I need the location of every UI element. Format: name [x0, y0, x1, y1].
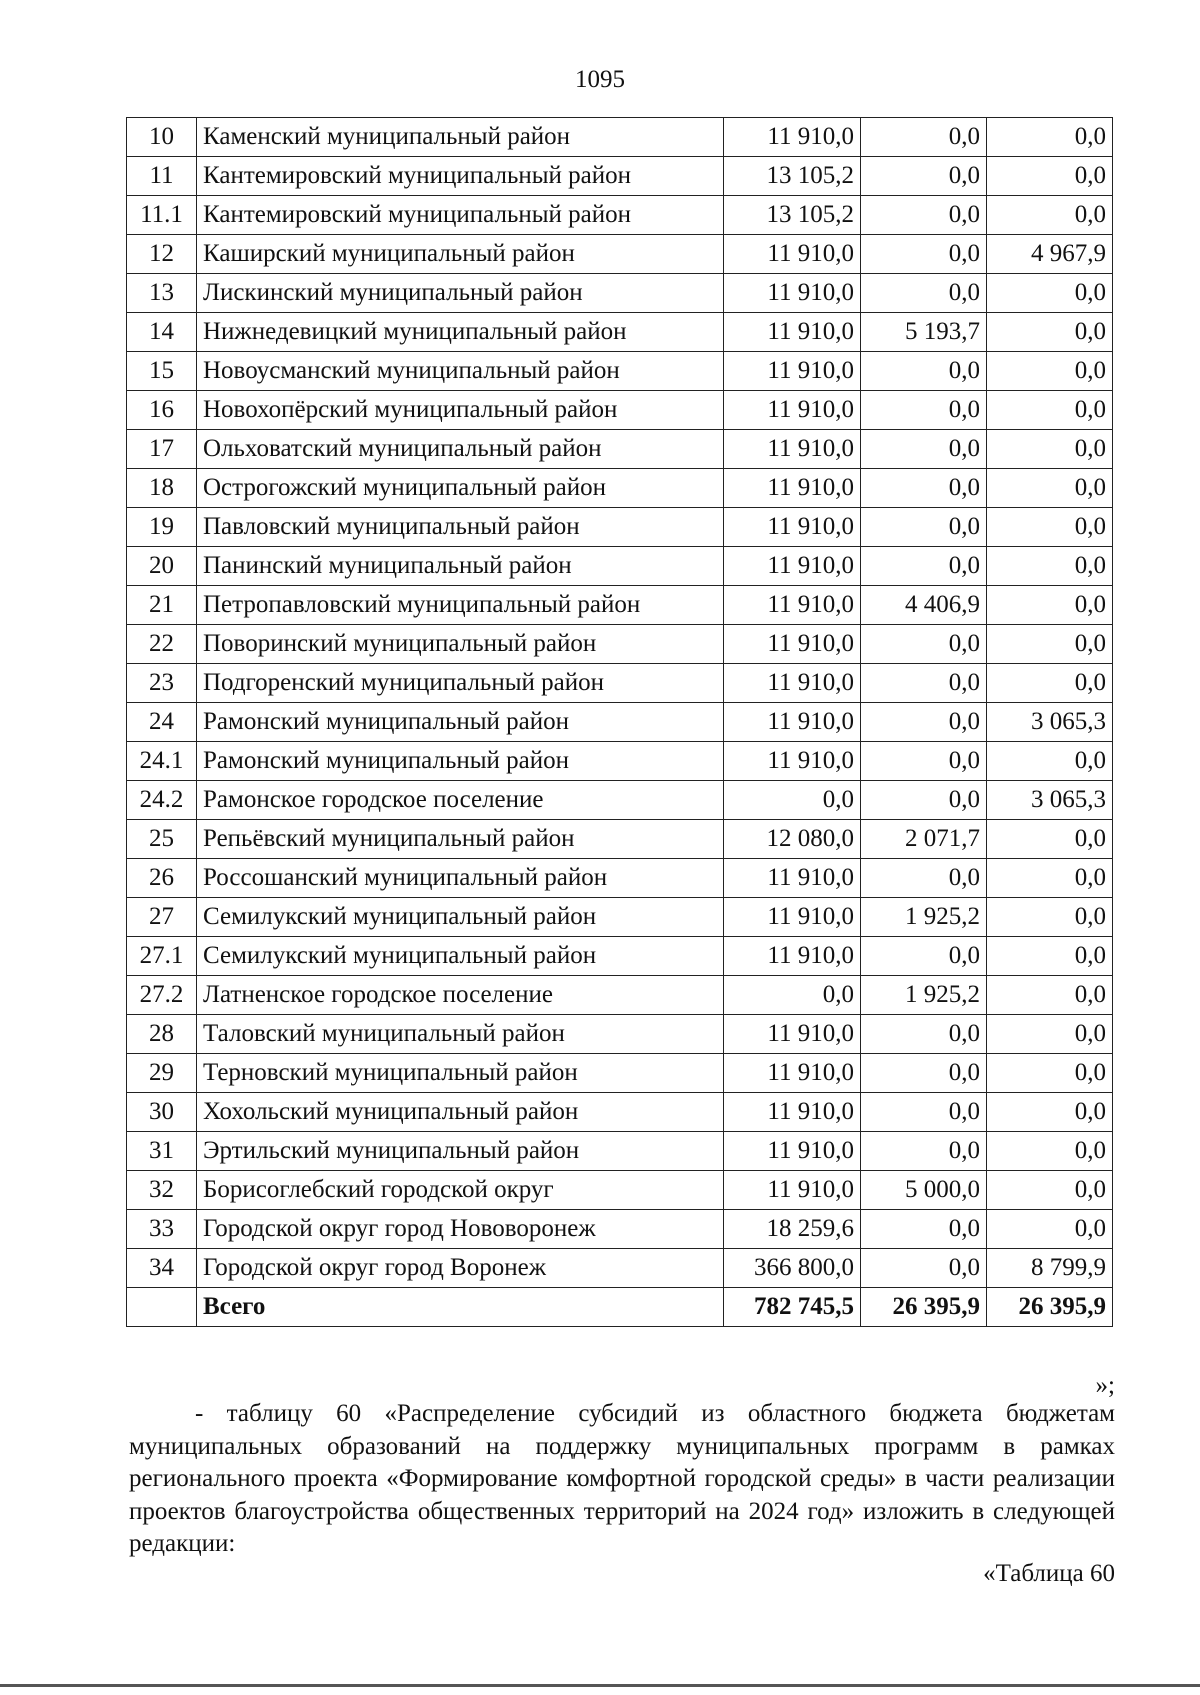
row-number-cell: 18	[127, 469, 197, 508]
row-number-cell: 11	[127, 157, 197, 196]
table-row	[127, 937, 1113, 976]
amount-column-1-cell: 11 910,0	[724, 547, 861, 586]
amount-column-3-cell: 0,0	[987, 1132, 1113, 1171]
amount-column-1-cell: 366 800,0	[724, 1249, 861, 1288]
amount-column-3-cell: 0,0	[987, 937, 1113, 976]
amount-column-2-cell: 5 193,7	[861, 313, 987, 352]
row-number-cell: 15	[127, 352, 197, 391]
table-row	[127, 352, 1113, 391]
row-number-cell: 19	[127, 508, 197, 547]
amount-column-2-cell: 26 395,9	[861, 1288, 987, 1327]
row-number-cell: 24	[127, 703, 197, 742]
row-number-cell: 33	[127, 1210, 197, 1249]
municipality-name-cell: Терновский муниципальный район	[197, 1054, 724, 1093]
row-number-cell: 31	[127, 1132, 197, 1171]
amount-column-3-cell: 3 065,3	[987, 781, 1113, 820]
row-number-cell: 10	[127, 118, 197, 157]
municipality-name-cell: Подгоренский муниципальный район	[197, 664, 724, 703]
row-number-cell: 27.1	[127, 937, 197, 976]
municipality-name-cell: Городской округ город Воронеж	[197, 1249, 724, 1288]
table-row	[127, 898, 1113, 937]
table-row	[127, 625, 1113, 664]
table-row	[127, 1015, 1113, 1054]
table-row	[127, 430, 1113, 469]
amount-column-3-cell: 0,0	[987, 586, 1113, 625]
amount-column-1-cell: 11 910,0	[724, 118, 861, 157]
row-number-cell: 32	[127, 1171, 197, 1210]
municipality-name-cell: Всего	[197, 1288, 724, 1327]
amount-column-2-cell: 0,0	[861, 1210, 987, 1249]
amount-column-3-cell: 0,0	[987, 274, 1113, 313]
amount-column-3-cell: 0,0	[987, 352, 1113, 391]
table-row	[127, 274, 1113, 313]
municipality-name-cell: Россошанский муниципальный район	[197, 859, 724, 898]
table-row	[127, 1210, 1113, 1249]
row-number-cell	[127, 1288, 197, 1327]
table-row	[127, 157, 1113, 196]
municipality-name-cell: Нижнедевицкий муниципальный район	[197, 313, 724, 352]
amount-column-1-cell: 11 910,0	[724, 1132, 861, 1171]
amount-column-2-cell: 0,0	[861, 781, 987, 820]
amount-column-3-cell: 0,0	[987, 664, 1113, 703]
amount-column-3-cell: 0,0	[987, 1171, 1113, 1210]
amount-column-2-cell: 0,0	[861, 742, 987, 781]
municipality-name-cell: Каширский муниципальный район	[197, 235, 724, 274]
table-row	[127, 586, 1113, 625]
row-number-cell: 13	[127, 274, 197, 313]
municipality-name-cell: Рамонский муниципальный район	[197, 703, 724, 742]
amount-column-2-cell: 0,0	[861, 547, 987, 586]
amount-column-2-cell: 0,0	[861, 625, 987, 664]
table-row	[127, 391, 1113, 430]
amount-column-3-cell: 0,0	[987, 391, 1113, 430]
page-number: 1095	[575, 66, 625, 93]
amount-column-3-cell: 0,0	[987, 1210, 1113, 1249]
row-number-cell: 16	[127, 391, 197, 430]
amount-column-3-cell: 0,0	[987, 859, 1113, 898]
table-row	[127, 196, 1113, 235]
table-row	[127, 1054, 1113, 1093]
table-body	[127, 118, 1113, 1327]
amount-column-1-cell: 11 910,0	[724, 235, 861, 274]
amount-column-3-cell: 0,0	[987, 469, 1113, 508]
municipality-name-cell: Лискинский муниципальный район	[197, 274, 724, 313]
amount-column-1-cell: 18 259,6	[724, 1210, 861, 1249]
row-number-cell: 34	[127, 1249, 197, 1288]
amount-column-1-cell: 13 105,2	[724, 196, 861, 235]
amount-column-3-cell: 0,0	[987, 742, 1113, 781]
table-row	[127, 313, 1113, 352]
amount-column-1-cell: 11 910,0	[724, 1054, 861, 1093]
table-row	[127, 781, 1113, 820]
amount-column-1-cell: 11 910,0	[724, 742, 861, 781]
row-number-cell: 17	[127, 430, 197, 469]
row-number-cell: 23	[127, 664, 197, 703]
municipality-name-cell: Борисоглебский городской округ	[197, 1171, 724, 1210]
amount-column-1-cell: 11 910,0	[724, 586, 861, 625]
table-row	[127, 742, 1113, 781]
table-row	[127, 976, 1113, 1015]
amount-column-1-cell: 11 910,0	[724, 508, 861, 547]
table-row	[127, 547, 1113, 586]
row-number-cell: 12	[127, 235, 197, 274]
amount-column-2-cell: 0,0	[861, 664, 987, 703]
amount-column-1-cell: 13 105,2	[724, 157, 861, 196]
row-number-cell: 30	[127, 1093, 197, 1132]
amount-column-1-cell: 11 910,0	[724, 391, 861, 430]
amount-column-3-cell: 0,0	[987, 313, 1113, 352]
table-row	[127, 469, 1113, 508]
amount-column-3-cell: 0,0	[987, 196, 1113, 235]
amount-column-2-cell: 2 071,7	[861, 820, 987, 859]
table-row	[127, 1093, 1113, 1132]
row-number-cell: 20	[127, 547, 197, 586]
next-table-caption: «Таблица 60	[983, 1560, 1115, 1587]
amount-column-3-cell: 0,0	[987, 898, 1113, 937]
municipality-name-cell: Семилукский муниципальный район	[197, 937, 724, 976]
amount-column-1-cell: 782 745,5	[724, 1288, 861, 1327]
amount-column-2-cell: 5 000,0	[861, 1171, 987, 1210]
amount-column-3-cell: 0,0	[987, 1054, 1113, 1093]
amount-column-1-cell: 11 910,0	[724, 703, 861, 742]
amount-column-2-cell: 0,0	[861, 469, 987, 508]
amount-column-2-cell: 0,0	[861, 430, 987, 469]
amount-column-1-cell: 12 080,0	[724, 820, 861, 859]
amount-column-2-cell: 0,0	[861, 1054, 987, 1093]
municipality-name-cell: Семилукский муниципальный район	[197, 898, 724, 937]
municipality-name-cell: Таловский муниципальный район	[197, 1015, 724, 1054]
amount-column-1-cell: 11 910,0	[724, 1171, 861, 1210]
municipality-name-cell: Городской округ город Нововоронеж	[197, 1210, 724, 1249]
amount-column-3-cell: 26 395,9	[987, 1288, 1113, 1327]
table-row	[127, 235, 1113, 274]
amount-column-2-cell: 1 925,2	[861, 898, 987, 937]
amount-column-3-cell: 0,0	[987, 157, 1113, 196]
amount-column-3-cell: 0,0	[987, 1093, 1113, 1132]
amount-column-1-cell: 11 910,0	[724, 430, 861, 469]
row-number-cell: 26	[127, 859, 197, 898]
municipality-name-cell: Рамонский муниципальный район	[197, 742, 724, 781]
amount-column-3-cell: 0,0	[987, 547, 1113, 586]
amount-column-1-cell: 11 910,0	[724, 1015, 861, 1054]
amount-column-2-cell: 0,0	[861, 235, 987, 274]
amount-column-3-cell: 0,0	[987, 118, 1113, 157]
amount-column-2-cell: 0,0	[861, 157, 987, 196]
amount-column-3-cell: 8 799,9	[987, 1249, 1113, 1288]
amount-column-1-cell: 11 910,0	[724, 664, 861, 703]
row-number-cell: 27	[127, 898, 197, 937]
amount-column-3-cell: 0,0	[987, 430, 1113, 469]
amount-column-2-cell: 0,0	[861, 1015, 987, 1054]
municipality-name-cell: Кантемировский муниципальный район	[197, 157, 724, 196]
municipality-name-cell: Острогожский муниципальный район	[197, 469, 724, 508]
table-row	[127, 859, 1113, 898]
amount-column-2-cell: 0,0	[861, 274, 987, 313]
amount-column-2-cell: 0,0	[861, 703, 987, 742]
municipality-name-cell: Новоусманский муниципальный район	[197, 352, 724, 391]
table-row	[127, 1132, 1113, 1171]
amount-column-3-cell: 0,0	[987, 508, 1113, 547]
municipality-name-cell: Новохопёрский муниципальный район	[197, 391, 724, 430]
table-row	[127, 664, 1113, 703]
table-row	[127, 1171, 1113, 1210]
table-row	[127, 118, 1113, 157]
municipality-name-cell: Рамонское городское поселение	[197, 781, 724, 820]
amount-column-2-cell: 0,0	[861, 1249, 987, 1288]
amount-column-1-cell: 11 910,0	[724, 898, 861, 937]
row-number-cell: 21	[127, 586, 197, 625]
amount-column-1-cell: 0,0	[724, 781, 861, 820]
table-row	[127, 703, 1113, 742]
amount-column-2-cell: 4 406,9	[861, 586, 987, 625]
municipality-name-cell: Каменский муниципальный район	[197, 118, 724, 157]
row-number-cell: 27.2	[127, 976, 197, 1015]
table-row	[127, 508, 1113, 547]
amount-column-3-cell: 3 065,3	[987, 703, 1113, 742]
amount-column-3-cell: 0,0	[987, 820, 1113, 859]
municipality-name-cell: Ольховатский муниципальный район	[197, 430, 724, 469]
row-number-cell: 28	[127, 1015, 197, 1054]
municipality-name-cell: Кантемировский муниципальный район	[197, 196, 724, 235]
municipality-name-cell: Хохольский муниципальный район	[197, 1093, 724, 1132]
municipality-name-cell: Павловский муниципальный район	[197, 508, 724, 547]
municipality-name-cell: Поворинский муниципальный район	[197, 625, 724, 664]
amendment-paragraph: - таблицу 60 «Распределение субсидий из областного бюджета бюджетам муниципальных образований на поддержку муниципальных программ в рамках регионального проекта «Формирование комфортной городской среды» в части реализации проектов благоустройства общественных территорий на 2024 год» изложить в следующей редакции:	[129, 1400, 1115, 1557]
municipality-name-cell: Панинский муниципальный район	[197, 547, 724, 586]
row-number-cell: 29	[127, 1054, 197, 1093]
scan-edge-line	[0, 1684, 1200, 1687]
amount-column-1-cell: 11 910,0	[724, 469, 861, 508]
amount-column-3-cell: 0,0	[987, 976, 1113, 1015]
amount-column-1-cell: 11 910,0	[724, 859, 861, 898]
municipality-name-cell: Эртильский муниципальный район	[197, 1132, 724, 1171]
row-number-cell: 25	[127, 820, 197, 859]
municipality-name-cell: Латненское городское поселение	[197, 976, 724, 1015]
amount-column-1-cell: 11 910,0	[724, 1093, 861, 1132]
amount-column-2-cell: 0,0	[861, 937, 987, 976]
amount-column-2-cell: 0,0	[861, 118, 987, 157]
amount-column-2-cell: 0,0	[861, 1132, 987, 1171]
table-row	[127, 820, 1113, 859]
row-number-cell: 22	[127, 625, 197, 664]
amount-column-2-cell: 0,0	[861, 508, 987, 547]
amount-column-3-cell: 0,0	[987, 625, 1113, 664]
subsidy-table	[126, 117, 1113, 1327]
amount-column-2-cell: 0,0	[861, 391, 987, 430]
amount-column-2-cell: 0,0	[861, 1093, 987, 1132]
amount-column-1-cell: 11 910,0	[724, 625, 861, 664]
municipality-name-cell: Репьёвский муниципальный район	[197, 820, 724, 859]
row-number-cell: 24.1	[127, 742, 197, 781]
amount-column-2-cell: 1 925,2	[861, 976, 987, 1015]
amount-column-3-cell: 0,0	[987, 1015, 1113, 1054]
amount-column-3-cell: 4 967,9	[987, 235, 1113, 274]
amount-column-2-cell: 0,0	[861, 859, 987, 898]
amount-column-2-cell: 0,0	[861, 196, 987, 235]
municipality-name-cell: Петропавловский муниципальный район	[197, 586, 724, 625]
table-row	[127, 1249, 1113, 1288]
row-number-cell: 11.1	[127, 196, 197, 235]
table-total-row	[127, 1288, 1113, 1327]
amount-column-1-cell: 11 910,0	[724, 937, 861, 976]
amount-column-1-cell: 11 910,0	[724, 352, 861, 391]
closing-quote: »;	[1095, 1372, 1115, 1399]
row-number-cell: 14	[127, 313, 197, 352]
amount-column-1-cell: 0,0	[724, 976, 861, 1015]
amount-column-1-cell: 11 910,0	[724, 313, 861, 352]
row-number-cell: 24.2	[127, 781, 197, 820]
amount-column-2-cell: 0,0	[861, 352, 987, 391]
amount-column-1-cell: 11 910,0	[724, 274, 861, 313]
